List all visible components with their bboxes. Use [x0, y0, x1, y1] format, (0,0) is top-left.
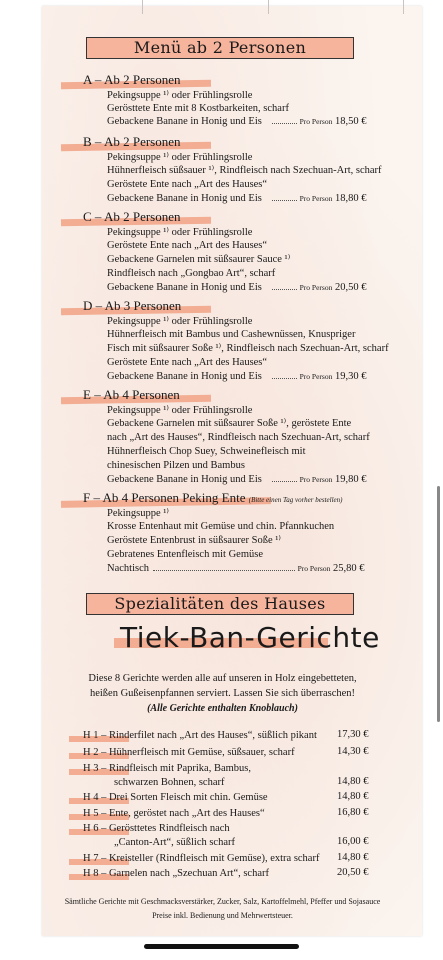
menu-line: Gebackene Banane in Honig und Eis [107, 474, 262, 485]
footer-text: Sämtliche Gerichte mit Geschmacksverstärker, Zucker, Salz, Kartoffelmehl, Pfeffer und Sojasauce [64, 897, 381, 906]
menu-line: Pekingsuppe ¹⁾ oder Frühlingsrolle [107, 405, 253, 416]
home-indicator[interactable] [144, 944, 299, 949]
dish-row: H 3 – Rindfleisch mit Paprika, Bambus, [83, 762, 251, 775]
menu-line: Geröstete Ente nach „Art des Hauses“ [107, 357, 268, 368]
menu-line: Geröstete Entenbrust in süßsaurer Soße ¹⁾ [107, 535, 281, 546]
menu-line: Pekingsuppe ¹⁾ oder Frühlingsrolle [107, 316, 253, 327]
dish-row-cont: schwarzen Bohnen, scharf [114, 777, 225, 788]
menu-heading-d: D – Ab 3 Personen [83, 298, 181, 313]
dish-row: H 5 – Ente, geröstet nach „Art des Hauses“ [83, 807, 265, 820]
menu-line: Gebackene Banane in Honig und Eis [107, 282, 262, 293]
dish-price: 14,80 € [337, 852, 369, 863]
menu-line: Pekingsuppe ¹⁾ [107, 508, 170, 519]
menu-line: Gerösttete Ente mit 8 Kostbarkeiten, scharf [107, 103, 289, 114]
dish-row: H 4 – Drei Sorten Fleisch mit chin. Gemüse [83, 791, 268, 804]
dish-row: H 7 – Kreisteller (Rindfleisch mit Gemüse), extra scharf [83, 852, 319, 865]
menu-line: Gebackene Banane in Honig und Eis [107, 116, 262, 127]
menu-line: Pekingsuppe ¹⁾ oder Frühlingsrolle [107, 152, 253, 163]
menu-price: Pro Person 18,50 € [272, 116, 366, 127]
menu-line: Fisch mit süßsaurer Soße ¹⁾, Rindfleisch nach Szechuan-Art, scharf [107, 343, 389, 354]
menu-line: nach „Art des Hauses“, Rindfleisch nach Szechuan-Art, scharf [107, 432, 370, 443]
menu-line: chinesischen Pilzen und Bambus [107, 460, 245, 471]
menu-line: Gebratenes Entenfleisch mit Gemüse [107, 549, 263, 560]
menu-price: Pro Person 20,50 € [272, 282, 366, 293]
scrollbar[interactable] [437, 486, 440, 722]
intro-text: heißen Gußeisenpfannen serviert. Lassen Sie sich überraschen! [89, 688, 356, 699]
menu-line: Gebackene Banane in Honig und Eis [107, 193, 262, 204]
dish-price: 17,30 € [337, 729, 369, 740]
menu-line: Rindfleisch nach „Gongbao Art“, scharf [107, 268, 276, 279]
dish-row: H 6 – Gerösttetes Rindfleisch nach [83, 822, 230, 835]
dish-row: H 2 – Hühnerfleisch mit Gemüse, süßsauer, scharf [83, 746, 295, 759]
menu-line: Nachtisch [107, 563, 149, 574]
menu-line: Geröstete Ente nach „Art des Hauses“ [107, 179, 268, 190]
specials-banner: Spezialitäten des Hauses [86, 593, 354, 615]
menu-heading-e: E – Ab 4 Personen [83, 387, 180, 402]
dish-price: 16,00 € [337, 836, 369, 847]
menu-line: Hühnerfleisch süßsauer ¹⁾, Rindfleisch nach Szechuan-Art, scharf [107, 165, 382, 176]
menu-price: Pro Person 19,80 € [272, 474, 366, 485]
menu-price: Pro Person 19,30 € [272, 371, 366, 382]
menu-line: Hühnerfleisch mit Bambus und Cashewnüssen, Knuspriger [107, 329, 356, 340]
menu-line: Gebackene Banane in Honig und Eis [107, 371, 262, 382]
dish-row-cont: „Canton-Art“, süßlich scharf [114, 837, 236, 848]
menu-banner: Menü ab 2 Personen [86, 37, 354, 59]
menu-line: Krosse Entenhaut mit Gemüse und chin. Pfannkuchen [107, 521, 335, 532]
divider [403, 0, 404, 14]
order-note: (Bitte einen Tag vorher bestellen) [248, 496, 343, 504]
dish-price: 14,80 € [337, 776, 369, 787]
dish-price: 14,30 € [337, 746, 369, 757]
menu-line: Gebackene Garnelen mit süßsaurer Soße ¹⁾, geröstete Ente [107, 418, 352, 429]
dish-price: 16,80 € [337, 807, 369, 818]
menu-line: Geröstete Ente nach „Art des Hauses“ [107, 240, 268, 251]
dish-price: 20,50 € [337, 867, 369, 878]
footer-text: Preise inkl. Bedienung und Mehrwertsteuer. [152, 911, 293, 920]
menu-heading-a: A – Ab 2 Personen [83, 72, 181, 87]
menu-line: Pekingsuppe ¹⁾ oder Frühlingsrolle [107, 90, 253, 101]
dish-price: 14,80 € [337, 791, 369, 802]
divider [268, 0, 269, 14]
menu-price: Pro Person 18,80 € [272, 193, 366, 204]
menu-line: Pekingsuppe ¹⁾ oder Frühlingsrolle [107, 227, 253, 238]
menu-heading-b: B – Ab 2 Personen [83, 134, 181, 149]
menu-line: Hühnerfleisch Chop Suey, Schweinefleisch mit [107, 446, 306, 457]
intro-note: (Alle Gerichte enthalten Knoblauch) [147, 703, 298, 714]
intro-text: Diese 8 Gerichte werden alle auf unseren in Holz eingebetteten, [88, 673, 357, 684]
dish-row: H 8 – Garnelen nach „Szechuan Art“, scharf [83, 867, 269, 880]
divider [142, 0, 143, 14]
menu-line: Gebackene Garnelen mit süßsaurer Sauce ¹⁾ [107, 254, 291, 265]
menu-price: Pro Person 25,80 € [153, 563, 364, 574]
specials-title: Tiek-Ban-Gerichte [120, 621, 380, 654]
menu-heading-c: C – Ab 2 Personen [83, 209, 181, 224]
menu-heading-f: F – Ab 4 Personen Peking Ente (Bitte einen Tag vorher bestellen) [83, 490, 342, 508]
dish-row: H 1 – Rinderfilet nach „Art des Hauses“, süßlich pikant [83, 729, 317, 742]
